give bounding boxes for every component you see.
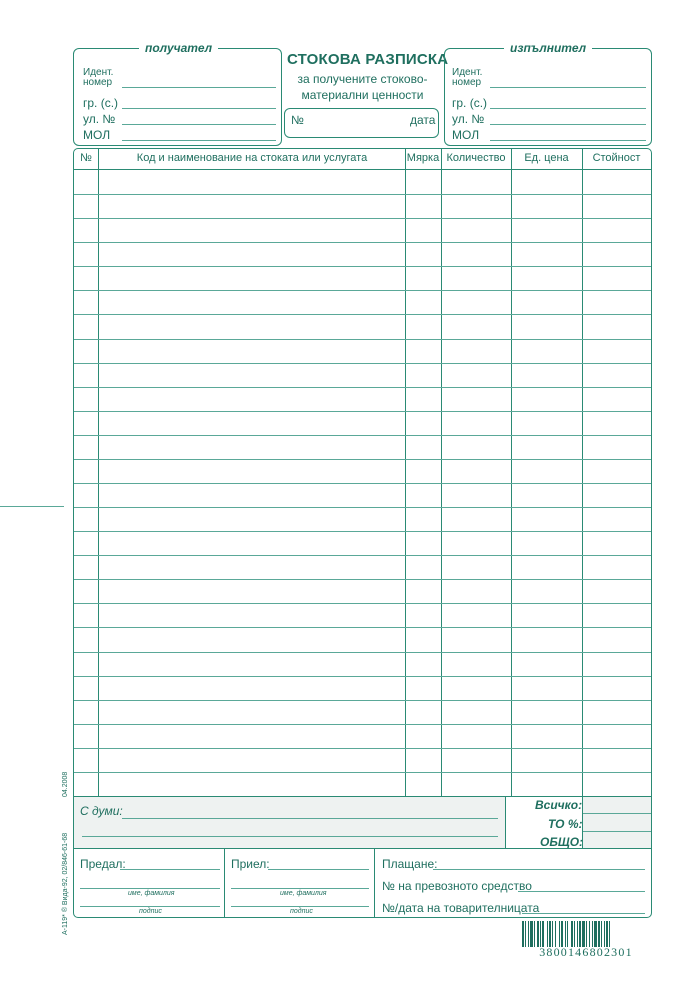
col-header-unit: Мярка xyxy=(406,152,440,164)
signatures-top-divider xyxy=(74,848,651,849)
barcode-bar xyxy=(577,921,578,947)
supplier-id-label-2: номер xyxy=(452,77,482,88)
vehicle-label: № на превозното средство xyxy=(382,879,532,893)
table-row-line xyxy=(74,242,651,243)
table-row-line xyxy=(74,387,651,388)
table-row-line xyxy=(74,218,651,219)
table-row-line xyxy=(74,555,651,556)
barcode-bar xyxy=(528,921,529,947)
barcode-bar xyxy=(549,921,551,947)
document-title: СТОКОВА РАЗПИСКА xyxy=(287,51,449,68)
table-row-line xyxy=(74,652,651,653)
handed-signature-caption: подпис xyxy=(139,908,162,915)
number-label: № xyxy=(291,113,304,127)
total-label: Всичко: xyxy=(535,798,583,812)
barcode-bar xyxy=(582,921,585,947)
barcode-bar xyxy=(598,921,600,947)
grand-total-label: ОБЩО: xyxy=(540,835,584,849)
table-row-line xyxy=(74,724,651,725)
col-divider-3 xyxy=(441,149,442,796)
table-row-line xyxy=(74,531,651,532)
print-code-text: A-119* ® Вида-92, 02/846-61-68 xyxy=(62,832,69,935)
handed-name-line[interactable] xyxy=(80,888,220,889)
table-row-line xyxy=(74,603,651,604)
recipient-street-field[interactable] xyxy=(122,124,276,125)
table-row-line xyxy=(74,627,651,628)
handed-label: Предал: xyxy=(80,857,126,871)
supplier-mol-field[interactable] xyxy=(490,140,646,141)
recipient-city-field[interactable] xyxy=(122,108,276,109)
in-words-field-2[interactable] xyxy=(82,836,498,837)
barcode-bar xyxy=(559,921,560,947)
recipient-city-label: гр. (с.) xyxy=(83,96,119,110)
col-divider-1 xyxy=(98,149,99,796)
supplier-city-label: гр. (с.) xyxy=(452,96,488,110)
table-row-line xyxy=(74,772,651,773)
signature-divider-1 xyxy=(224,848,225,917)
table-row-line xyxy=(74,314,651,315)
col-header-quantity: Количество xyxy=(446,152,506,164)
table-row-line xyxy=(74,266,651,267)
table-row-line xyxy=(74,459,651,460)
table-row-line xyxy=(74,579,651,580)
table-row-line xyxy=(74,676,651,677)
payment-label: Плащане: xyxy=(382,857,438,871)
total-value-cell[interactable] xyxy=(583,797,651,813)
received-name-field[interactable] xyxy=(268,869,369,870)
vat-value-cell[interactable] xyxy=(583,814,651,831)
table-row-line xyxy=(74,194,651,195)
received-name-line[interactable] xyxy=(231,888,369,889)
table-row-line xyxy=(74,748,651,749)
table-row-line xyxy=(74,290,651,291)
barcode-bar xyxy=(592,921,593,947)
supplier-street-label: ул. № xyxy=(452,112,485,126)
barcode-bar xyxy=(534,921,535,947)
col-header-number: № xyxy=(80,152,92,164)
barcode-bar xyxy=(525,921,526,947)
table-row-line xyxy=(74,411,651,412)
barcode-bar xyxy=(574,921,575,947)
recipient-id-label-1: Идент. xyxy=(83,67,114,78)
recipient-id-field[interactable] xyxy=(122,87,276,88)
grand-total-value-cell[interactable] xyxy=(583,832,651,848)
barcode-bar xyxy=(571,921,573,947)
table-row-line xyxy=(74,339,651,340)
vehicle-field[interactable] xyxy=(518,891,645,892)
received-label: Приел: xyxy=(231,857,270,871)
vat-label: ТО %: xyxy=(548,817,583,831)
barcode-bar xyxy=(522,921,524,947)
recipient-id-label-2: номер xyxy=(83,77,113,88)
supplier-id-field[interactable] xyxy=(490,87,646,88)
col-divider-2 xyxy=(405,149,406,796)
received-signature-line[interactable] xyxy=(231,906,369,907)
barcode xyxy=(520,921,652,957)
recipient-legend: получател xyxy=(139,41,218,55)
table-row-line xyxy=(74,435,651,436)
fold-mark xyxy=(0,506,64,507)
table-header-divider xyxy=(74,169,651,170)
barcode-bar xyxy=(540,921,541,947)
handed-name-caption: име, фамилия xyxy=(128,890,175,897)
table-row-line xyxy=(74,507,651,508)
handed-name-field[interactable] xyxy=(120,869,220,870)
barcode-bar xyxy=(547,921,548,947)
barcode-bar xyxy=(589,921,590,947)
barcode-bars xyxy=(520,921,652,947)
supplier-id-label-1: Идент. xyxy=(452,67,483,78)
col-divider-4 xyxy=(511,149,512,796)
signature-divider-2 xyxy=(374,848,375,917)
document-subtitle-1: за получените стоково- xyxy=(297,72,428,86)
in-words-label: С думи: xyxy=(80,804,123,818)
barcode-bar xyxy=(594,921,597,947)
table-row-line xyxy=(74,700,651,701)
recipient-mol-label: МОЛ xyxy=(83,128,111,142)
barcode-bar xyxy=(586,921,587,947)
supplier-street-field[interactable] xyxy=(490,124,646,125)
barcode-bar xyxy=(555,921,556,947)
barcode-bar xyxy=(606,921,608,947)
barcode-bar xyxy=(579,921,581,947)
barcode-bar xyxy=(565,921,566,947)
barcode-digits: 3800146802301 xyxy=(539,945,633,959)
table-row-line xyxy=(74,483,651,484)
date-code-text: 04.2008 xyxy=(62,771,69,797)
recipient-street-label: ул. № xyxy=(83,112,116,126)
barcode-bar xyxy=(542,921,544,947)
handed-signature-line[interactable] xyxy=(80,906,220,907)
received-name-caption: име, фамилия xyxy=(280,890,327,897)
waybill-field[interactable] xyxy=(522,913,645,914)
waybill-label: №/дата на товарителницата xyxy=(382,901,540,915)
barcode-bar xyxy=(552,921,553,947)
col-header-unit-price: Ед. цена xyxy=(524,152,569,164)
recipient-mol-field[interactable] xyxy=(122,140,276,141)
barcode-bar xyxy=(530,921,533,947)
table-row-line xyxy=(74,363,651,364)
col-header-value: Стойност xyxy=(592,152,641,164)
barcode-bar xyxy=(567,921,568,947)
col-divider-5 xyxy=(582,149,583,848)
barcode-bar xyxy=(609,921,610,947)
supplier-mol-label: МОЛ xyxy=(452,128,480,142)
col-header-description: Код и наименование на стоката или услугата xyxy=(136,152,368,164)
payment-field[interactable] xyxy=(433,869,645,870)
supplier-city-field[interactable] xyxy=(490,108,646,109)
barcode-bar xyxy=(537,921,539,947)
totals-left-divider xyxy=(505,796,506,848)
supplier-legend: изпълнител xyxy=(504,41,592,55)
in-words-area xyxy=(74,797,505,848)
barcode-bar xyxy=(601,921,602,947)
received-signature-caption: подпис xyxy=(290,908,313,915)
in-words-field-1[interactable] xyxy=(122,818,498,819)
date-label: дата xyxy=(410,113,436,127)
document-subtitle-2: материални ценности xyxy=(301,88,424,102)
barcode-bar xyxy=(561,921,563,947)
barcode-bar xyxy=(604,921,605,947)
